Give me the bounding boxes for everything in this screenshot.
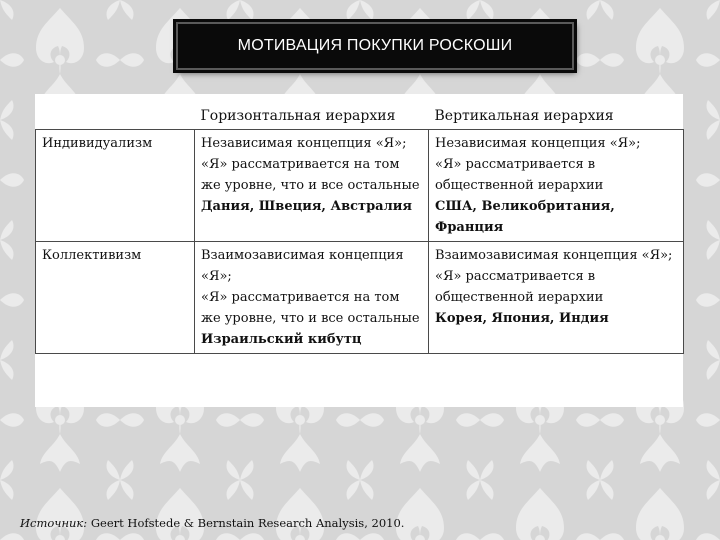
cell-example: США, Великобритания, Франция [435,199,615,235]
cell-line: «Я» рассматривается в общественной иерархии [435,269,604,305]
cell-collectivism-vertical [429,242,684,354]
cell-collectivism-horizontal [195,242,429,354]
table-row [36,242,684,354]
comparison-table [35,104,684,354]
cell-line: Взаимозависимая концепция «Я»; [201,248,404,284]
cell-line: «Я» рассматривается на том же уровне, что и все остальные [201,290,420,326]
cell-individualism-horizontal [195,130,429,242]
header-horizontal: Горизонтальная иерархия [195,104,429,130]
cell-line: «Я» рассматривается в общественной иерархии [435,157,604,193]
cell-line: Независимая концепция «Я»; [435,136,641,151]
cell-individualism-vertical [429,130,684,242]
slide-title: МОТИВАЦИЯ ПОКУПКИ РОСКОШИ [237,37,513,54]
cell-line: Независимая концепция «Я»; [201,136,407,151]
source-note [20,516,404,530]
header-vertical: Вертикальная иерархия [429,104,684,130]
row-label-collectivism: Коллективизм [36,242,195,354]
header-corner [36,104,195,130]
cell-example: Дания, Швеция, Австралия [201,199,413,214]
table-header-row [36,104,684,130]
cell-example: Израильский кибутц [201,332,362,347]
title-banner [176,22,574,70]
row-label-individualism: Индивидуализм [36,130,195,242]
cell-example: Корея, Япония, Индия [435,311,609,326]
source-label: Источник: [20,516,88,530]
cell-line: Взаимозависимая концепция «Я»; [435,248,673,263]
cell-line: «Я» рассматривается на том же уровне, что и все остальные [201,157,420,193]
source-text: Geert Hofstede & Bernstain Research Analysis, 2010. [90,516,405,530]
table-row [36,130,684,242]
